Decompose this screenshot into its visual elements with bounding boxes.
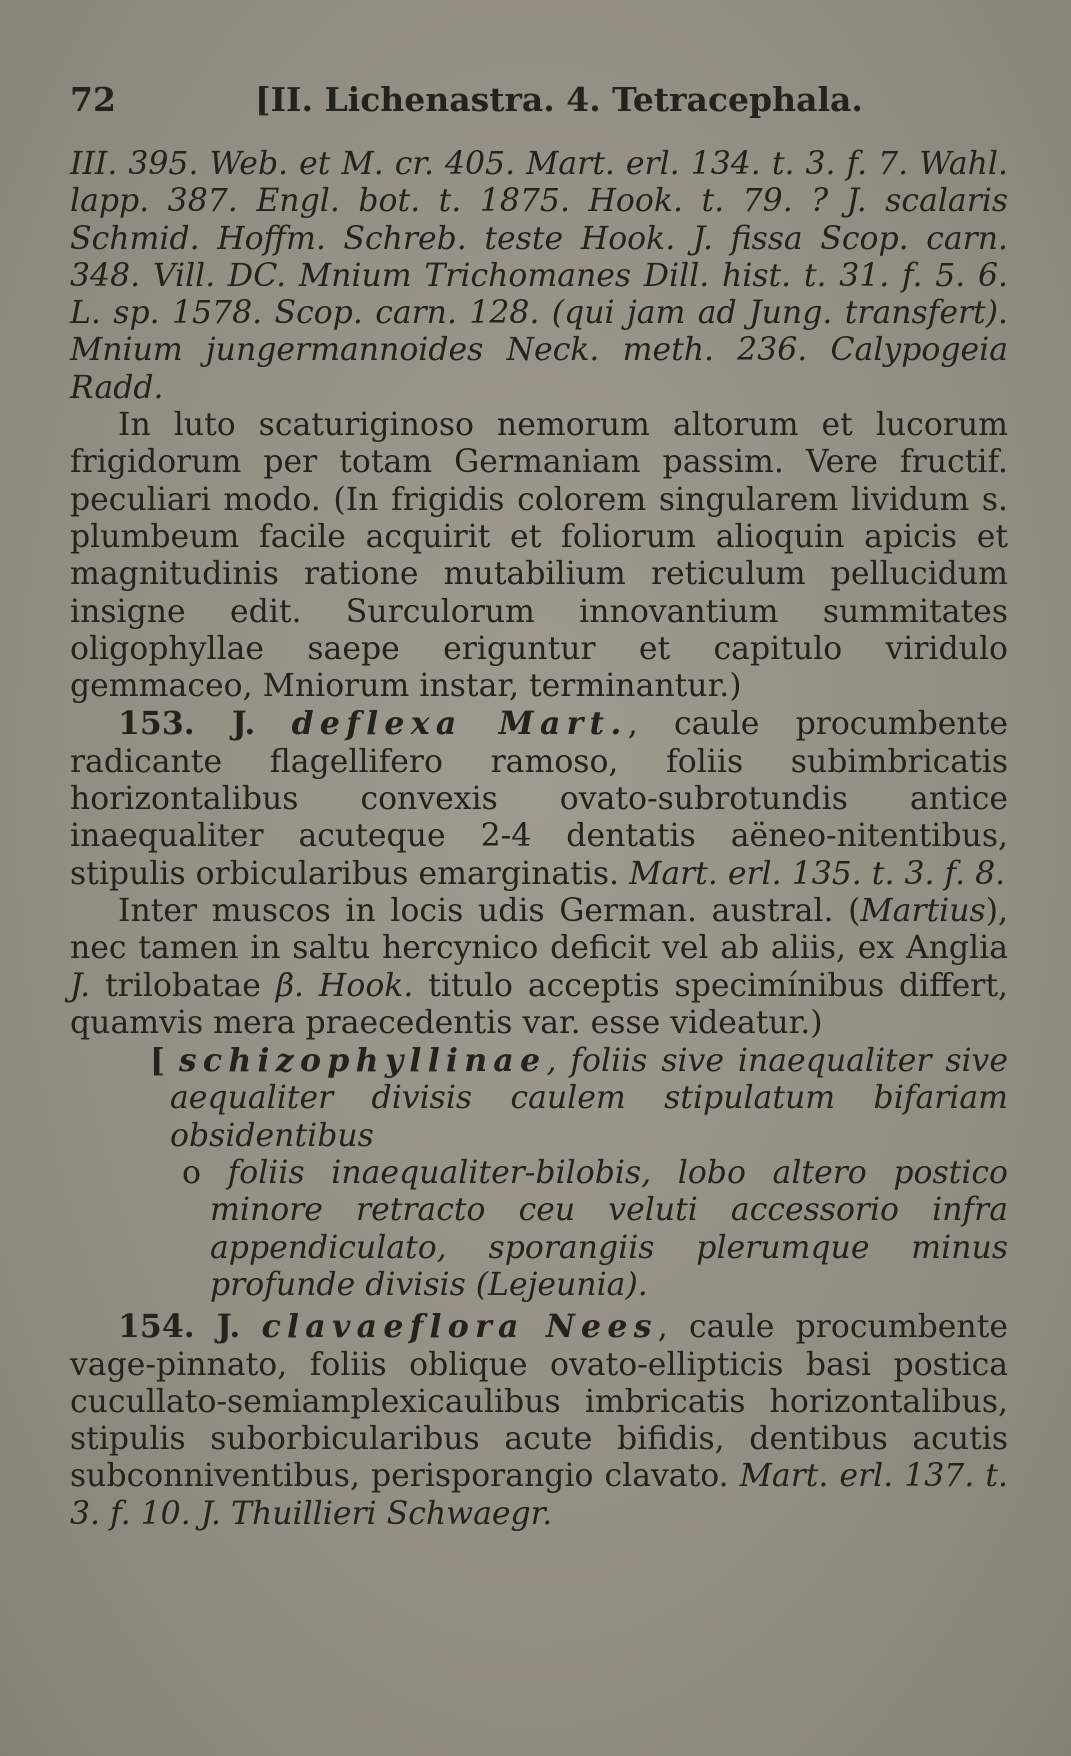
species-author: Mart. bbox=[498, 705, 628, 743]
species-number: 153. J. bbox=[118, 705, 256, 743]
species-number: 154. J. bbox=[118, 1308, 241, 1346]
species-description: , caule procumbente radicante flagellifero ramoso, foliis subimbricatis horizontalibus convexis ovato-subrotundis antice inaequaliter acuteque 2-4 dentatis aëneo-nitentibus, stipulis orbicularibus emarginatis. bbox=[70, 706, 1008, 892]
group-heading bbox=[70, 1042, 1008, 1155]
synonymy-paragraph: III. 395. Web. et M. cr. 405. Mart. erl. 134. t. 3. f. 7. Wahl. lapp. 387. Engl. bot. t. 1875. Hook. t. 79. ? J. scalaris Schmid. Hoffm. Schreb. teste Hook. J. fissa Scop. carn. 348. Vill. DC. Mnium Trichomanes Dill. hist. t. 31. f. 5. 6. L. sp. 1578. Scop. carn. 128. (qui jam ad Jung. transfert). Mnium jungermannoides Neck. meth. 236. Calypogeia Radd. bbox=[70, 146, 1008, 406]
species-153-entry bbox=[70, 705, 1008, 892]
subgroup-mark: o bbox=[182, 1155, 201, 1192]
species-name: deflexa bbox=[291, 705, 463, 743]
habitat-variety: β. Hook. bbox=[275, 967, 414, 1004]
habitat-text-a: Inter muscos in locis udis German. austral. ( bbox=[118, 892, 861, 929]
species-154-entry bbox=[70, 1308, 1008, 1533]
habitat-text-c: ), nec tamen in saltu hercynico deficit vel ab aliis, ex Anglia bbox=[70, 892, 1008, 967]
group-bracket: [ bbox=[150, 1042, 165, 1080]
species-reference: Mart. erl. 135. t. 3. f. 8. bbox=[629, 855, 1006, 892]
habitat-text-g: titulo acceptis specimínibus differt, quamvis mera praecedentis var. esse videatur.) bbox=[70, 967, 1008, 1041]
habitat-genus: J. bbox=[70, 967, 91, 1004]
subgroup-heading bbox=[70, 1155, 1008, 1304]
species-153-habitat bbox=[70, 893, 1008, 1042]
habitat-text-e: trilobatae bbox=[90, 967, 276, 1004]
page-number: 72 bbox=[70, 80, 116, 119]
group-name: schizophyllinae bbox=[178, 1042, 547, 1080]
species-description: , caule procumbente vage-pinnato, foliis oblique ovato-ellipticis basi postica cucullato-semiamplexicaulibus imbricatis horizontalibus, stipulis suborbicularibus acute bifidis, dentibus acutis subconniventibus, perisporangio clavato. bbox=[70, 1309, 1009, 1495]
species-name: clavaeflora bbox=[261, 1308, 525, 1346]
subgroup-description: foliis inaequaliter-bilobis, lobo altero postico minore retracto ceu veluti accessorio infra appendiculato, sporangiis plerumque minus profunde divisis (Lejeunia). bbox=[210, 1155, 1008, 1303]
page-body bbox=[70, 146, 1008, 1533]
species-reference: Mart. erl. 137. t. 3. f. 10. J. Thuillieri Schwaegr. bbox=[70, 1458, 1009, 1532]
species-author: Nees bbox=[545, 1308, 658, 1346]
habitat-author: Martius bbox=[860, 892, 986, 929]
running-title: [II. Lichenastra. 4. Tetracephala. bbox=[255, 80, 863, 119]
group-description: , foliis sive inaequaliter sive aequaliter divisis caulem stipulatum bifariam obsidentibus bbox=[170, 1043, 1008, 1154]
habitat-paragraph: In luto scaturiginoso nemorum altorum et lucorum frigidorum per totam Germaniam passim. Vere fructif. peculiari modo. (In frigidis colorem singularem lividum s. plumbeum facile acquirit et foliorum alioquin apicis et magnitudinis ratione mutabilium reticulum pellucidum insigne edit. Surculorum innovantium summitates oligophyllae saepe eriguntur et capitulo viridulo gemmaceo, Mniorum instar, terminantur.) bbox=[70, 407, 1008, 705]
